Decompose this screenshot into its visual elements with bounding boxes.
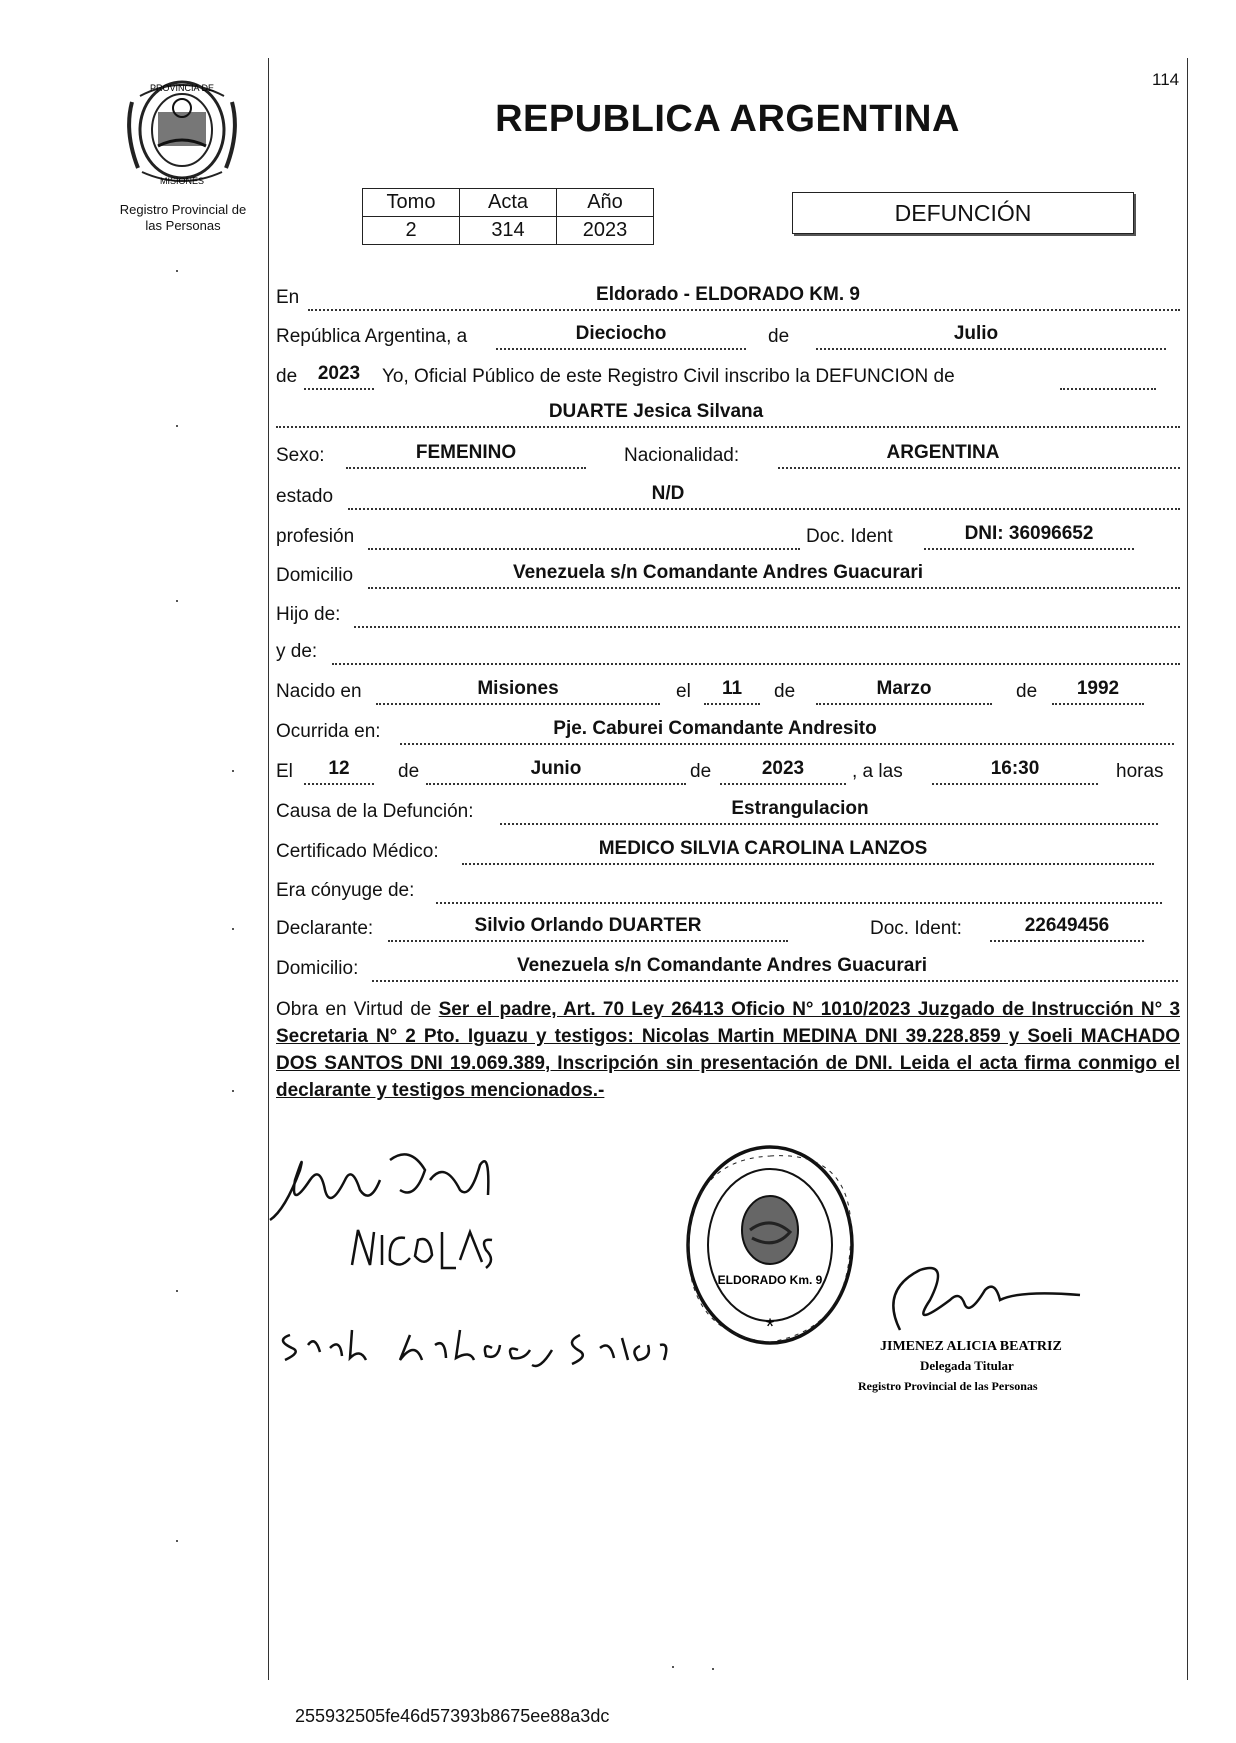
row-ocurrida xyxy=(276,713,1180,747)
de6-label: de xyxy=(690,761,712,782)
row-date xyxy=(276,318,1180,352)
document-hash: 255932505fe46d57393b8675ee88a3dc xyxy=(295,1706,610,1726)
obra-paragraph xyxy=(276,996,1180,1104)
el2-label: El xyxy=(276,761,293,782)
scan-mark xyxy=(672,1666,674,1668)
scan-mark xyxy=(176,1540,178,1542)
row-hijo xyxy=(276,596,1180,630)
official-office: Registro Provincial de las Personas xyxy=(858,1379,1038,1393)
scan-mark xyxy=(232,928,234,930)
record-value-acta: 314 xyxy=(460,217,557,245)
page-number: 114 xyxy=(1152,70,1180,89)
witness2-signature xyxy=(283,1330,666,1366)
horas-label: horas xyxy=(1116,761,1164,782)
official-name: JIMENEZ ALICIA BEATRIZ xyxy=(880,1339,1062,1354)
scan-mark xyxy=(232,1090,234,1092)
ocurrida-value: Pje. Caburei Comandante Andresito xyxy=(553,718,877,739)
row-deceased-name xyxy=(276,396,1180,430)
row-declarante xyxy=(276,910,1180,944)
registry-label xyxy=(98,202,268,234)
svg-text:*: * xyxy=(765,1314,775,1339)
row-sexo xyxy=(276,437,1180,471)
row-nacido xyxy=(276,673,1180,707)
de-label: de xyxy=(768,326,790,347)
birth-month-value: Marzo xyxy=(876,678,932,699)
official-role: Delegada Titular xyxy=(920,1358,1014,1373)
en-label: En xyxy=(276,287,300,308)
seal-text-top: PROVINCIA DE xyxy=(149,83,215,93)
estado-label: estado xyxy=(276,486,334,507)
registry-label-line2: las Personas xyxy=(145,218,221,233)
signatures-area xyxy=(260,1120,1220,1440)
domicilio-value: Venezuela s/n Comandante Andres Guacurari xyxy=(512,562,924,583)
birth-day-value: 11 xyxy=(721,678,743,699)
nacido-label: Nacido en xyxy=(276,681,362,702)
year-value: 2023 xyxy=(317,363,361,384)
row-domicilio2 xyxy=(276,950,1180,984)
scan-mark xyxy=(176,600,178,602)
row-en xyxy=(276,279,1180,313)
estado-value: N/D xyxy=(651,483,685,504)
doc-ident-label: Doc. Ident xyxy=(806,526,893,547)
seal-text-bottom: MISIONES xyxy=(159,176,205,186)
record-type-box: DEFUNCIÓN xyxy=(792,192,1134,234)
provincial-seal-icon xyxy=(118,72,246,190)
el-label: el xyxy=(676,681,691,702)
cert-value: MEDICO SILVIA CAROLINA LANZOS xyxy=(598,838,928,859)
domicilio2-label: Domicilio: xyxy=(276,958,359,979)
row-estado xyxy=(276,478,1180,512)
yde-label: y de: xyxy=(276,641,318,662)
scan-mark xyxy=(176,1290,178,1292)
row-certificado xyxy=(276,833,1180,867)
death-day-value: 12 xyxy=(328,758,350,779)
scan-mark xyxy=(176,425,178,427)
death-year-value: 2023 xyxy=(761,758,805,779)
scan-mark xyxy=(232,770,234,772)
ocurrida-label: Ocurrida en: xyxy=(276,721,381,742)
doc2-label: Doc. Ident: xyxy=(870,918,962,939)
de5-label: de xyxy=(398,761,420,782)
sexo-value: FEMENINO xyxy=(415,442,517,463)
obra-prefix: Obra en Virtud de xyxy=(276,999,432,1020)
conyuge-label: Era cónyuge de: xyxy=(276,880,415,901)
record-value-tomo: 2 xyxy=(363,217,460,245)
day-value: Dieciocho xyxy=(575,323,667,344)
row-profesion xyxy=(276,518,1180,552)
obra-text: Ser el padre, Art. 70 Ley 26413 Oficio N° 1010/2023 Juzgado de Instrucción N° 3 Secretaria N° 2 Pto. Iguazu y testigos: Nicolas Martin MEDINA DNI 39.228.859 y Soeli MACHADO DOS SANTOS DNI 19.069.389, Inscripción sin presentación de DNI. Leida el acta firma conmigo el declarante y testigos mencionados.- xyxy=(276,999,1181,1101)
causa-label: Causa de la Defunción: xyxy=(276,801,474,822)
record-header-anio: Año xyxy=(557,189,654,217)
domicilio-label: Domicilio xyxy=(276,565,354,586)
causa-value: Estrangulacion xyxy=(731,798,869,819)
yo-label: Yo, Oficial Público de este Registro Civil inscribo la DEFUNCION de xyxy=(382,366,955,387)
de3-label: de xyxy=(774,681,796,702)
row-causa xyxy=(276,793,1180,827)
place-value: Eldorado - ELDORADO KM. 9 xyxy=(596,284,860,305)
row-death-date xyxy=(276,753,1180,787)
profesion-label: profesión xyxy=(276,526,355,547)
doc-ident-value: DNI: 36096652 xyxy=(964,523,1094,544)
row-year xyxy=(276,358,1180,392)
month-value: Julio xyxy=(953,323,999,344)
sexo-label: Sexo: xyxy=(276,445,325,466)
record-header-tomo: Tomo xyxy=(363,189,460,217)
death-time-value: 16:30 xyxy=(990,758,1040,779)
de4-label: de xyxy=(1016,681,1038,702)
page-title: REPUBLICA ARGENTINA xyxy=(495,98,960,140)
de2-label: de xyxy=(276,366,298,387)
row-conyuge xyxy=(276,872,1180,906)
birth-year-value: 1992 xyxy=(1076,678,1120,699)
cert-label: Certificado Médico: xyxy=(276,841,439,862)
record-header-acta: Acta xyxy=(460,189,557,217)
hijo-label: Hijo de: xyxy=(276,604,341,625)
scan-mark xyxy=(712,1668,714,1670)
declarante-label: Declarante: xyxy=(276,918,374,939)
row-yde xyxy=(276,633,1180,667)
stamp-inner-text: ELDORADO Km. 9 xyxy=(717,1273,823,1287)
republica-label: República Argentina, a xyxy=(276,326,468,347)
row-domicilio xyxy=(276,557,1180,591)
nacionalidad-label: Nacionalidad: xyxy=(624,445,740,466)
official-signature xyxy=(893,1268,1080,1330)
declarante-value: Silvio Orlando DUARTER xyxy=(474,915,702,936)
record-table xyxy=(362,188,654,245)
doc2-value: 22649456 xyxy=(1024,915,1110,936)
alas-label: , a las xyxy=(852,761,903,782)
scan-mark xyxy=(176,270,178,272)
birth-place-value: Misiones xyxy=(477,678,559,699)
nacionalidad-value: ARGENTINA xyxy=(886,442,1000,463)
witness1-signature xyxy=(352,1230,492,1268)
declarante-signature xyxy=(270,1154,488,1220)
domicilio2-value: Venezuela s/n Comandante Andres Guacurari xyxy=(516,955,928,976)
record-value-anio: 2023 xyxy=(557,217,654,245)
deceased-name: DUARTE Jesica Silvana xyxy=(548,401,764,422)
death-month-value: Junio xyxy=(530,758,582,779)
registry-label-line1: Registro Provincial de xyxy=(119,202,247,217)
